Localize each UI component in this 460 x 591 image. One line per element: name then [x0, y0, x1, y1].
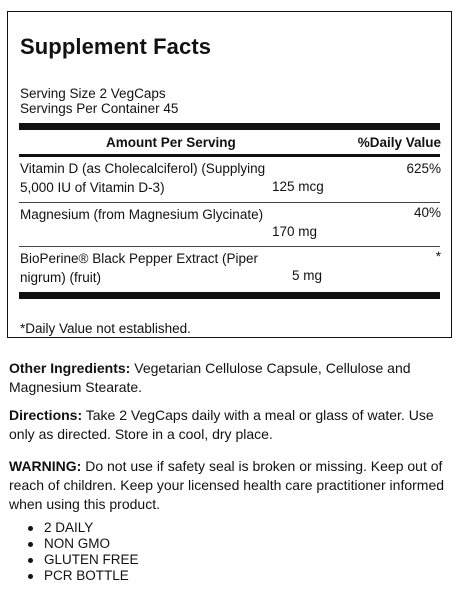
directions-text: Take 2 VegCaps daily with a meal or glass of water. Use only as directed. Store in a cool, dry place. — [9, 407, 434, 442]
servings-per-container: Servings Per Container 45 — [20, 101, 179, 116]
nutrient-name-line: Magnesium (from Magnesium Glycinate) — [20, 207, 264, 222]
amount-vitamin-d: 125 mcg — [272, 179, 324, 194]
dv-magnesium: 40% — [413, 205, 441, 220]
dv-vitamin-d: 625% — [406, 161, 441, 176]
directions — [9, 406, 454, 444]
nutrient-name-line: BioPerine® Black Pepper Extract (Piper — [20, 251, 259, 266]
nutrient-bioperine — [20, 249, 258, 287]
footer-rule — [19, 292, 440, 299]
nutrient-magnesium — [20, 205, 263, 224]
amount-header: Amount Per Serving — [106, 135, 236, 150]
warning-text: Do not use if safety seal is broken or missing. Keep out of reach of children. Keep your licensed health care practitioner informed when using this product. — [9, 458, 445, 512]
footnote: *Daily Value not established. — [20, 321, 191, 336]
serving-info — [20, 86, 178, 116]
feature-list — [24, 520, 139, 584]
nutrient-name-line: 5,000 IU of Vitamin D-3) — [20, 180, 165, 195]
warning-label: WARNING: — [9, 458, 82, 474]
list-item: PCR BOTTLE — [24, 568, 139, 584]
nutrient-vitamin-d — [20, 159, 265, 197]
list-item: NON GMO — [24, 536, 139, 552]
column-header-rule — [19, 154, 440, 157]
other-ingredients-text: Vegetarian Cellulose Capsule, Cellulose and Magnesium Stearate. — [9, 360, 411, 395]
other-ingredients — [9, 359, 454, 397]
header-rule — [19, 123, 440, 130]
warning — [9, 457, 454, 514]
list-item: 2 DAILY — [24, 520, 139, 536]
daily-value-header: %Daily Value — [357, 135, 441, 150]
directions-label: Directions: — [9, 407, 83, 423]
dv-bioperine: * — [435, 249, 441, 264]
row-divider — [19, 202, 440, 203]
other-ingredients-label: Other Ingredients: — [9, 360, 131, 376]
amount-bioperine: 5 mg — [292, 268, 323, 283]
supplement-facts-panel — [7, 11, 452, 338]
panel-title: Supplement Facts — [20, 34, 212, 59]
amount-magnesium: 170 mg — [272, 224, 318, 239]
serving-size: Serving Size 2 VegCaps — [20, 86, 166, 101]
row-divider — [19, 246, 440, 247]
nutrient-name-line: Vitamin D (as Cholecalciferol) (Supplying — [20, 161, 266, 176]
list-item: GLUTEN FREE — [24, 552, 139, 568]
nutrient-name-line: nigrum) (fruit) — [20, 270, 102, 285]
